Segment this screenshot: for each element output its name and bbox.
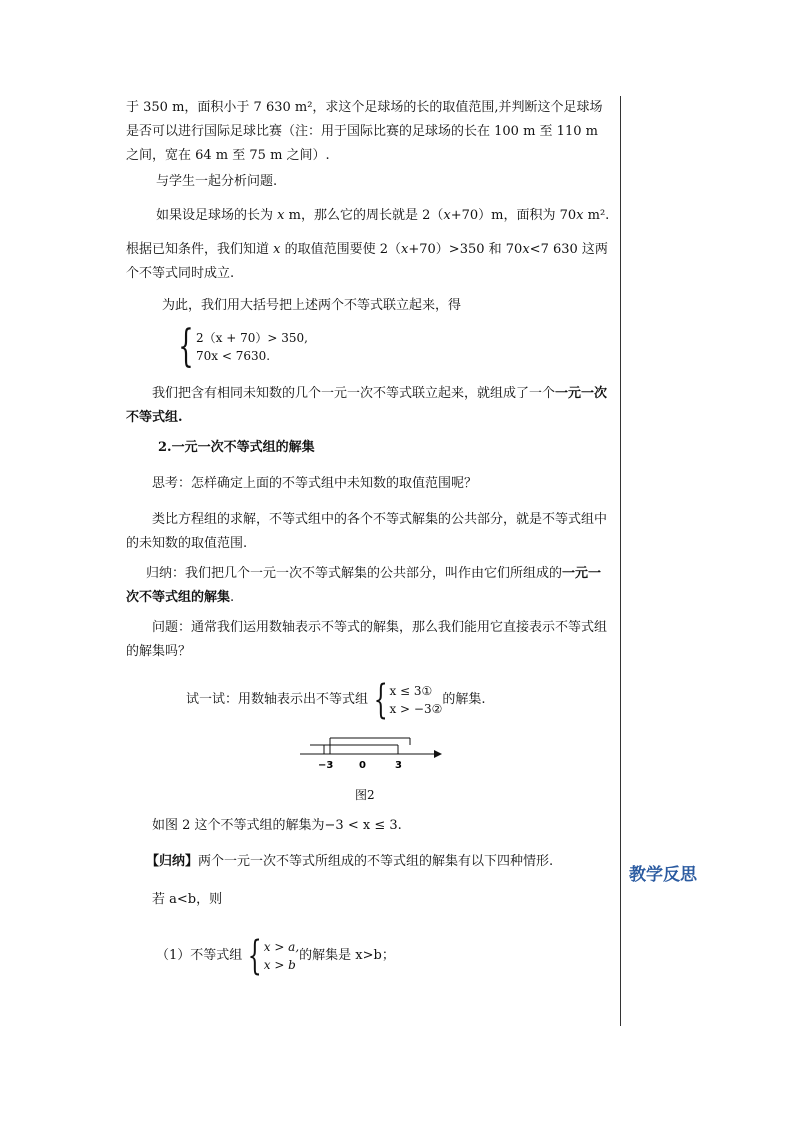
tick-label-3: 3	[395, 760, 402, 771]
system2-row-1: x ≤ 3①	[389, 684, 433, 698]
section-heading-2: 2.一元一次不等式组的解集	[158, 440, 315, 455]
paragraph-problem: 于 350 m，面积小于 7 630 m²，求这个足球场的长的取值范围,并判断这个足球场是否可以进行国际足球比赛（注：用于国际比赛的足球场的长在 100 m 至 110 m 之间，宽在 64 m 至 75 m 之间）.	[126, 100, 603, 163]
paragraph-question: 问题：通常我们运用数轴表示不等式的解集，那么我们能用它直接表示不等式组的解集吗？	[126, 620, 608, 659]
paragraph-analyze: 与学生一起分析问题.	[156, 174, 278, 189]
paragraph-condition: 若 a<b，则	[152, 892, 223, 907]
paragraph-definition: 我们把含有相同未知数的几个一元一次不等式联立起来，就组成了一个一元一次不等式组.	[126, 386, 608, 425]
system2-row-2: x > −3②	[389, 702, 443, 716]
inequality-system-1: { 2（x + 70）> 350, 70x < 7630.	[178, 321, 308, 372]
margin-divider	[620, 96, 621, 1026]
reflection-title: 教学反思	[629, 865, 697, 885]
system1-row-1: 2（x + 70）> 350,	[196, 331, 308, 345]
paragraph-analogy: 类比方程组的求解，不等式组中的各个不等式解集的公共部分，就是不等式组中的未知数的取值范围.	[126, 512, 608, 551]
paragraph-summary: 归纳：我们把几个一元一次不等式解集的公共部分，叫作由它们所组成的一元一次不等式组的解集.	[126, 566, 602, 605]
figure-caption: 图2	[355, 788, 375, 802]
paragraph-variable: 如果设足球场的长为 x m，那么它的周长就是 2（x+70）m，面积为 70x m².	[156, 208, 610, 223]
inequality-system-3: { x > a, x > b	[248, 933, 300, 979]
tick-label-0: 0	[359, 760, 366, 771]
number-line-arrow	[434, 750, 442, 758]
paragraph-case-1: （1）不等式组 { x > a, x > b 的解集是 x>b；	[156, 933, 395, 979]
system3-row-1: x > a,	[263, 940, 300, 954]
paragraph-brace: 为此，我们用大括号把上述两个不等式联立起来，得	[162, 298, 462, 313]
paragraph-try: 试一试：用数轴表示出不等式组 { x ≤ 3① x > −3② 的解集.	[186, 677, 486, 723]
system1-row-2: 70x < 7630.	[196, 349, 271, 363]
paragraph-rule: 【归纳】两个一元一次不等式所组成的不等式组的解集有以下四种情形.	[146, 854, 554, 869]
tick-label-neg3: −3	[318, 760, 334, 771]
paragraph-result: 如图 2 这个不等式组的解集为−3 < x ≤ 3.	[152, 818, 402, 833]
system3-row-2: x > b	[263, 958, 296, 972]
number-line-figure	[300, 730, 445, 775]
inequality-system-2: { x ≤ 3① x > −3②	[373, 677, 443, 723]
paragraph-think: 思考：怎样确定上面的不等式组中未知数的取值范围呢？	[152, 476, 478, 491]
paragraph-conditions: 根据已知条件，我们知道 x 的取值范围要使 2（x+70）>350 和 70x<7 630 这两个不等式同时成立.	[126, 242, 608, 281]
